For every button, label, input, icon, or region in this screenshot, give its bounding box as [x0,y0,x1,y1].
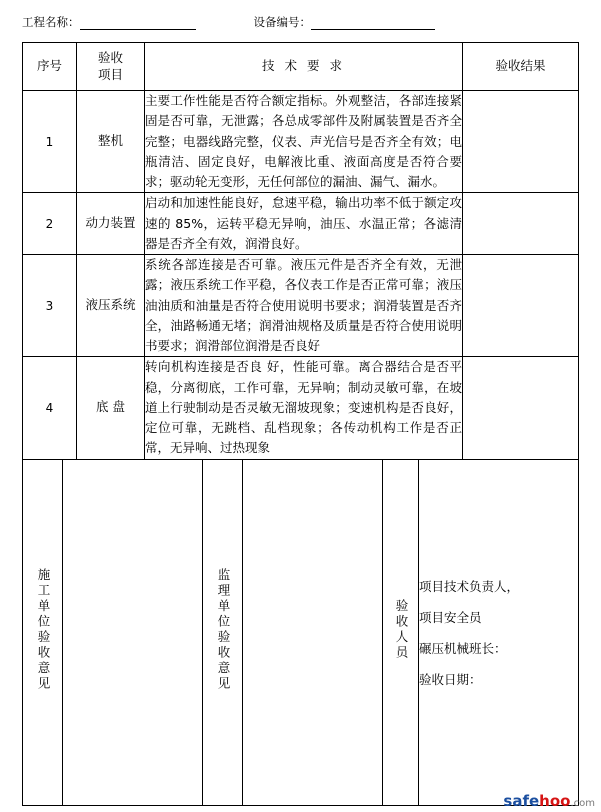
row-item: 动力装置 [77,193,145,255]
construction-unit-opinion-input[interactable] [63,460,203,806]
column-header-item [77,43,145,91]
watermark [503,792,595,810]
table-row [23,255,579,357]
row-result[interactable] [463,357,579,459]
row-requirement: 转向机构连接是否良 好，性能可靠。离合器结合是否平稳，分离彻底，工作可靠，无异响；制动灵敏可靠，在坡道上行驶制动是否灵敏无溜坡现象；变速机构是否良好，定位可靠，无跳档、乱档现象；各传动机构工作是否正常，无异响、过热现象 [145,357,463,459]
column-header-result: 验收结果 [463,43,579,91]
acceptance-personnel-list[interactable] [419,460,579,806]
supervision-unit-opinion-label [203,460,243,806]
row-item: 底 盘 [77,357,145,459]
supervision-unit-opinion-text: 监理单位验收意见 [215,567,231,692]
project-name-label: 工程名称： [22,15,80,29]
row-requirement: 系统各部连接是否可靠。液压元件是否齐全有效，无泄露；液压系统工作平稳，各仪表工作是否正常可靠；液压油油质和油量是否符合使用说明书要求；润滑装置是否齐全，油路畅通无堵；润滑油规格及质量是否符合使用说明书要求；润滑部位润滑是否良好 [145,255,463,357]
project-name-field [22,14,196,30]
acceptance-personnel-label [383,460,419,806]
column-header-requirement: 技 术 要 求 [145,43,463,91]
equipment-number-rule[interactable] [311,18,435,30]
acceptance-table [22,42,579,460]
signature-row [23,460,579,806]
project-name-rule[interactable] [80,18,196,30]
list-item: 碾压机械班长： [419,641,507,656]
row-item: 液压系统 [77,255,145,357]
list-item: 项目技术负责人， [419,579,520,594]
column-header-item-line1: 验收 [97,49,123,65]
construction-unit-opinion-text: 施工单位验收意见 [35,567,51,692]
row-result[interactable] [463,255,579,357]
document-header [22,14,578,30]
table-header-row [23,43,579,91]
equipment-number-label: 设备编号： [253,15,311,29]
equipment-number-field [254,14,436,30]
list-item: 项目安全员 [419,610,482,625]
column-header-item-line2: 项目 [97,66,123,82]
watermark-part1: safe [503,792,540,810]
row-no: 4 [23,357,77,459]
list-item: 验收日期： [419,672,482,687]
row-no: 2 [23,193,77,255]
watermark-part3: .com [570,798,595,809]
table-row [23,193,579,255]
table-row [23,357,579,459]
table-row [23,91,579,193]
row-result[interactable] [463,91,579,193]
row-item: 整机 [77,91,145,193]
signature-block [22,459,579,806]
construction-unit-opinion-label [23,460,63,806]
watermark-part2: hoo [539,792,571,810]
row-requirement: 启动和加速性能良好，怠速平稳，输出功率不低于额定攻速的 85%，运转平稳无异响，油压、水温正常；各滤清器是否齐全有效，润滑良好。 [145,193,463,255]
row-no: 3 [23,255,77,357]
row-result[interactable] [463,193,579,255]
acceptance-personnel-text: 验收人员 [393,598,409,661]
supervision-unit-opinion-input[interactable] [243,460,383,806]
row-requirement: 主要工作性能是否符合额定指标。外观整洁，各部连接紧固是否可靠，无泄露；各总成零部件及附属装置是否齐全完整；电器线路完整，仪表、声光信号是否齐全有效；电瓶清洁、固定良好，电解液比重、液面高度是否符合要求；驱动轮无变形，无任何部位的漏油、漏气、漏水。 [145,91,463,193]
column-header-no: 序号 [23,43,77,91]
row-no: 1 [23,91,77,193]
